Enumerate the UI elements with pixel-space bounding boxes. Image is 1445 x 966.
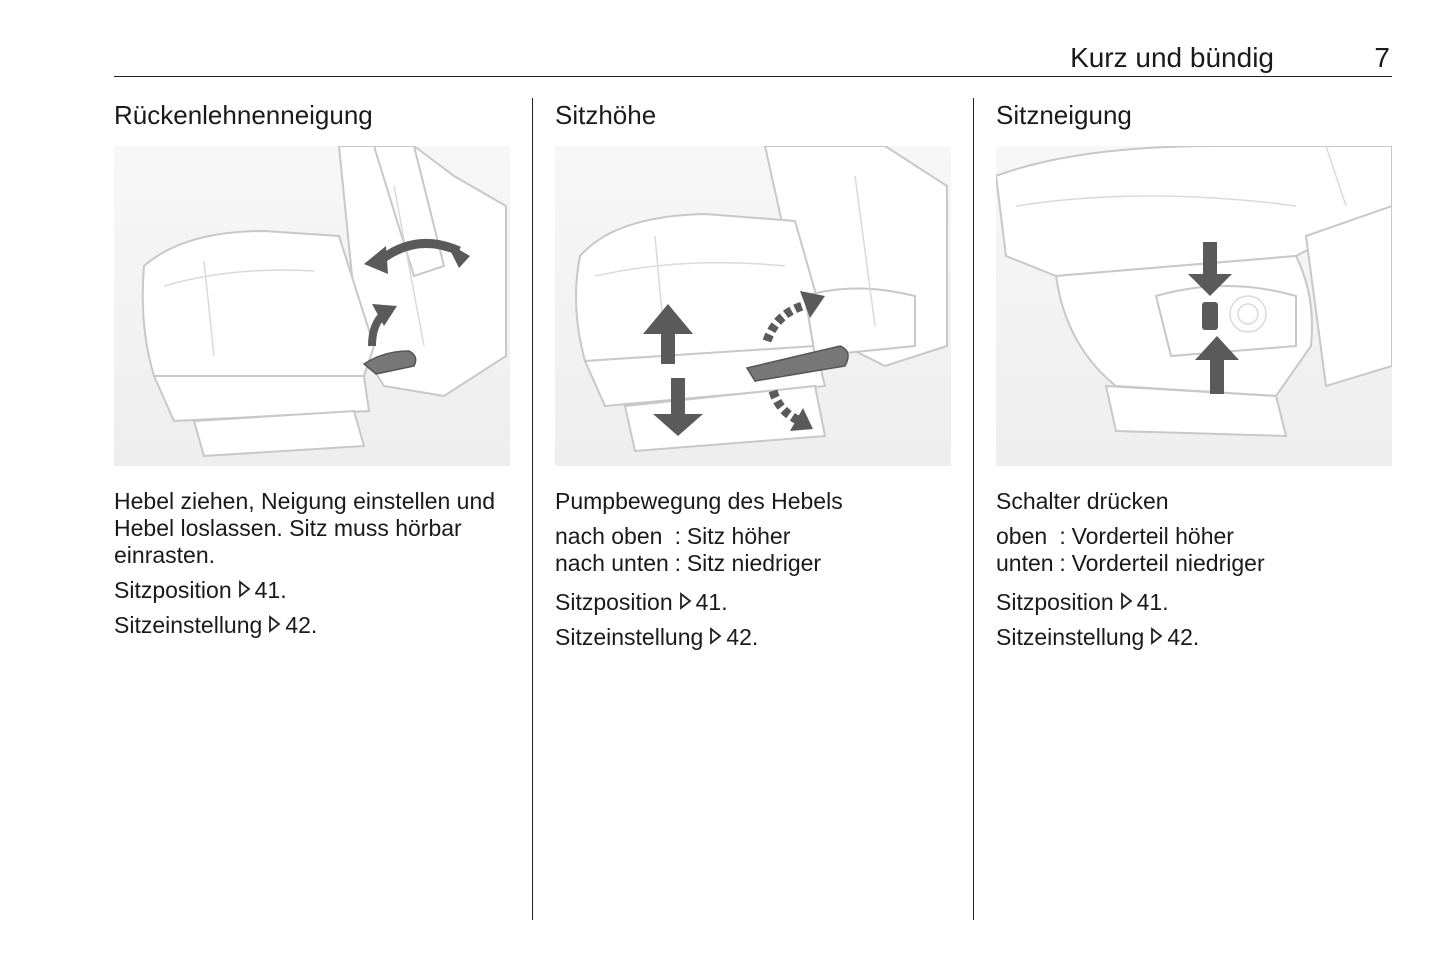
action-table bbox=[996, 523, 1265, 577]
action-key: unten bbox=[996, 550, 1054, 576]
arrow-reference-icon bbox=[238, 580, 251, 598]
instruction-text: Hebel ziehen, Neigung einstellen und Hebel loslassen. Sitz muss hörbar einrasten. bbox=[114, 488, 496, 568]
reference-page: 42. bbox=[285, 612, 318, 638]
reference-label: Sitzposition bbox=[996, 589, 1114, 615]
arrow-reference-icon bbox=[1120, 592, 1133, 610]
action-table bbox=[555, 523, 821, 577]
reference-link[interactable] bbox=[114, 612, 512, 639]
section-title: Sitzneigung bbox=[996, 100, 1132, 130]
column-divider bbox=[973, 98, 974, 920]
action-key: oben bbox=[996, 523, 1048, 549]
action-key: nach oben bbox=[555, 523, 663, 549]
section-seat-tilt bbox=[996, 98, 1394, 651]
instruction-text: Pumpbewegung des Hebels bbox=[555, 488, 843, 514]
reference-page: 42. bbox=[1167, 624, 1200, 650]
reference-label: Sitzposition bbox=[555, 589, 673, 615]
backrest-tilt-illustration bbox=[114, 146, 510, 466]
instruction-text: Schalter drücken bbox=[996, 488, 1169, 514]
reference-link[interactable] bbox=[555, 589, 953, 616]
section-title: Sitzhöhe bbox=[555, 100, 657, 130]
seat-tilt-illustration bbox=[996, 146, 1392, 466]
section-title: Rückenlehnenneigung bbox=[114, 100, 373, 130]
reference-page: 41. bbox=[254, 577, 287, 603]
reference-link[interactable] bbox=[996, 589, 1394, 616]
header-title: Kurz und bündig bbox=[1070, 42, 1274, 73]
reference-link[interactable] bbox=[996, 624, 1394, 651]
action-value: Vorderteil niedriger bbox=[1071, 550, 1265, 576]
action-separator: : bbox=[1059, 523, 1066, 549]
reference-page: 42. bbox=[726, 624, 759, 650]
reference-page: 41. bbox=[1136, 589, 1169, 615]
action-value: Sitz niedriger bbox=[686, 550, 822, 576]
reference-label: Sitzposition bbox=[114, 577, 232, 603]
arrow-reference-icon bbox=[709, 627, 722, 645]
reference-page: 41. bbox=[695, 589, 728, 615]
section-seat-height bbox=[555, 98, 953, 651]
page-number: 7 bbox=[1374, 42, 1390, 73]
page-header bbox=[114, 38, 1392, 77]
arrow-reference-icon bbox=[1150, 627, 1163, 645]
reference-label: Sitzeinstellung bbox=[114, 612, 263, 638]
action-value: Sitz höher bbox=[686, 523, 791, 549]
reference-link[interactable] bbox=[555, 624, 953, 651]
reference-label: Sitzeinstellung bbox=[555, 624, 704, 650]
seat-height-illustration bbox=[555, 146, 951, 466]
action-value: Vorderteil höher bbox=[1071, 523, 1234, 549]
section-backrest-tilt bbox=[114, 98, 512, 639]
arrow-reference-icon bbox=[268, 615, 281, 633]
reference-link[interactable] bbox=[114, 577, 512, 604]
reference-label: Sitzeinstellung bbox=[996, 624, 1145, 650]
arrow-reference-icon bbox=[679, 592, 692, 610]
action-separator: : bbox=[1059, 550, 1066, 576]
action-key: nach unten bbox=[555, 550, 669, 576]
action-separator: : bbox=[674, 550, 682, 576]
column-divider bbox=[532, 98, 533, 920]
action-separator: : bbox=[674, 523, 682, 549]
